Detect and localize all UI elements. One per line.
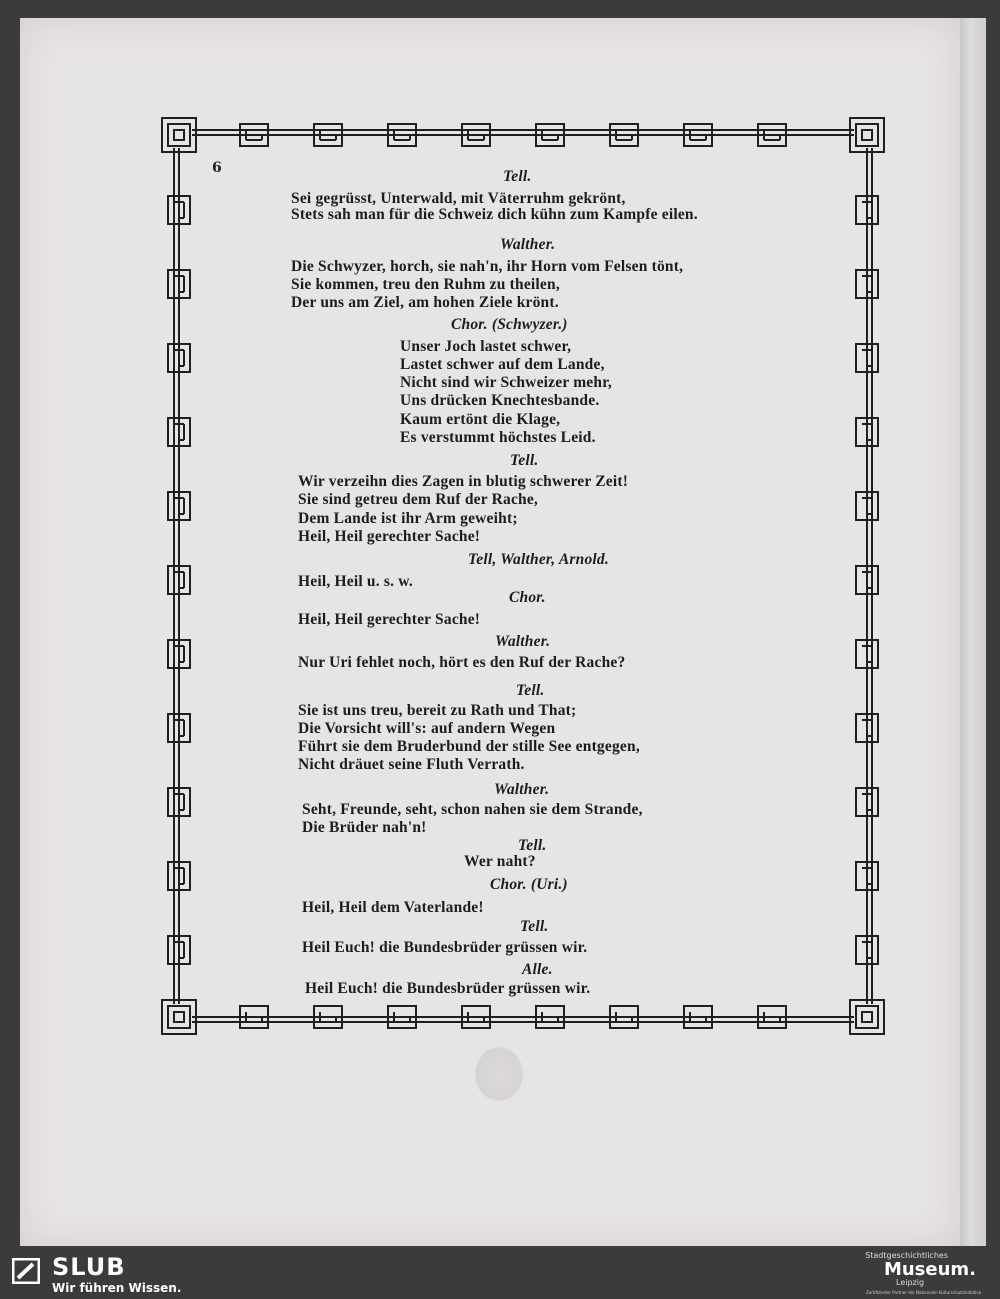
speaker-label: Walther. [500,236,556,253]
verse-line: Die Brüder nah'n! [302,819,427,836]
museum-partner-note: Zertifizierter Partner der Nationalen Kulturschutzinitiative [866,1290,982,1295]
slub-tagline: Wir führen Wissen. [52,1281,182,1295]
verse-line: Unser Joch lastet schwer, [400,338,572,355]
verse-line: Kaum ertönt die Klage, [400,411,561,428]
verse-line: Wer naht? [464,853,536,870]
speaker-label: Walther. [494,781,550,798]
verse-line: Wir verzeihn dies Zagen in blutig schwerer Zeit! [298,473,629,490]
museum-prefix: Stadtgeschichtliches [865,1251,948,1260]
verse-line: Stets sah man für die Schweiz dich kühn zum Kampfe eilen. [291,206,698,223]
verse-line: Nicht sind wir Schweizer mehr, [400,374,612,391]
verse-line: Nur Uri fehlet noch, hört es den Ruf der Rache? [298,654,626,671]
verse-line: Der uns am Ziel, am hohen Ziele krönt. [291,294,559,311]
verse-line: Seht, Freunde, seht, schon nahen sie dem Strande, [302,801,643,818]
slub-name[interactable]: SLUB [52,1253,126,1281]
verse-line: Sie sind getreu dem Ruf der Rache, [298,491,539,508]
verse-line: Heil, Heil u. s. w. [298,573,413,590]
speaker-label: Tell. [510,452,539,469]
verse-line: Die Schwyzer, horch, sie nah'n, ihr Horn vom Felsen tönt, [291,258,684,275]
verse-line: Sie kommen, treu den Ruhm zu theilen, [291,276,560,293]
verse-line: Dem Lande ist ihr Arm geweiht; [298,510,518,527]
speaker-label: Chor. [509,589,546,606]
speaker-label: Alle. [522,961,553,978]
verse-line: Führt sie dem Bruderbund der stille See entgegen, [298,738,640,755]
speaker-label: Tell. [503,168,532,185]
speaker-label: Chor. (Uri.) [490,876,568,893]
verse-line: Die Vorsicht will's: auf andern Wegen [298,720,556,737]
verse-line: Es verstummt höchstes Leid. [400,429,596,446]
verse-line: Heil Euch! die Bundesbrüder grüssen wir. [302,939,588,956]
speaker-label: Tell. [518,837,547,854]
verse-line: Heil, Heil gerechter Sache! [298,611,481,628]
speaker-label: Tell. [516,682,545,699]
verse-line: Sie ist uns treu, bereit zu Rath und That; [298,702,577,719]
speaker-label: Walther. [495,633,551,650]
verse-line: Nicht dräuet seine Fluth Verrath. [298,756,525,773]
speaker-label: Chor. (Schwyzer.) [451,316,568,333]
slub-logo-icon [12,1258,40,1284]
page-number: 6 [212,160,222,176]
verse-line: Heil Euch! die Bundesbrüder grüssen wir. [305,980,591,997]
speaker-label: Tell, Walther, Arnold. [468,551,609,568]
speaker-label: Tell. [520,918,549,935]
verse-line: Uns drücken Knechtesbande. [400,392,600,409]
verse-line: Heil, Heil gerechter Sache! [298,528,481,545]
museum-city: Leipzig [896,1278,925,1287]
verse-line: Heil, Heil dem Vaterlande! [302,899,484,916]
library-blind-stamp [476,1048,522,1100]
verse-line: Sei gegrüsst, Unterwald, mit Väterruhm gekrönt, [291,190,626,207]
verse-line: Lastet schwer auf dem Lande, [400,356,605,373]
museum-name[interactable]: Museum. [883,1259,976,1280]
